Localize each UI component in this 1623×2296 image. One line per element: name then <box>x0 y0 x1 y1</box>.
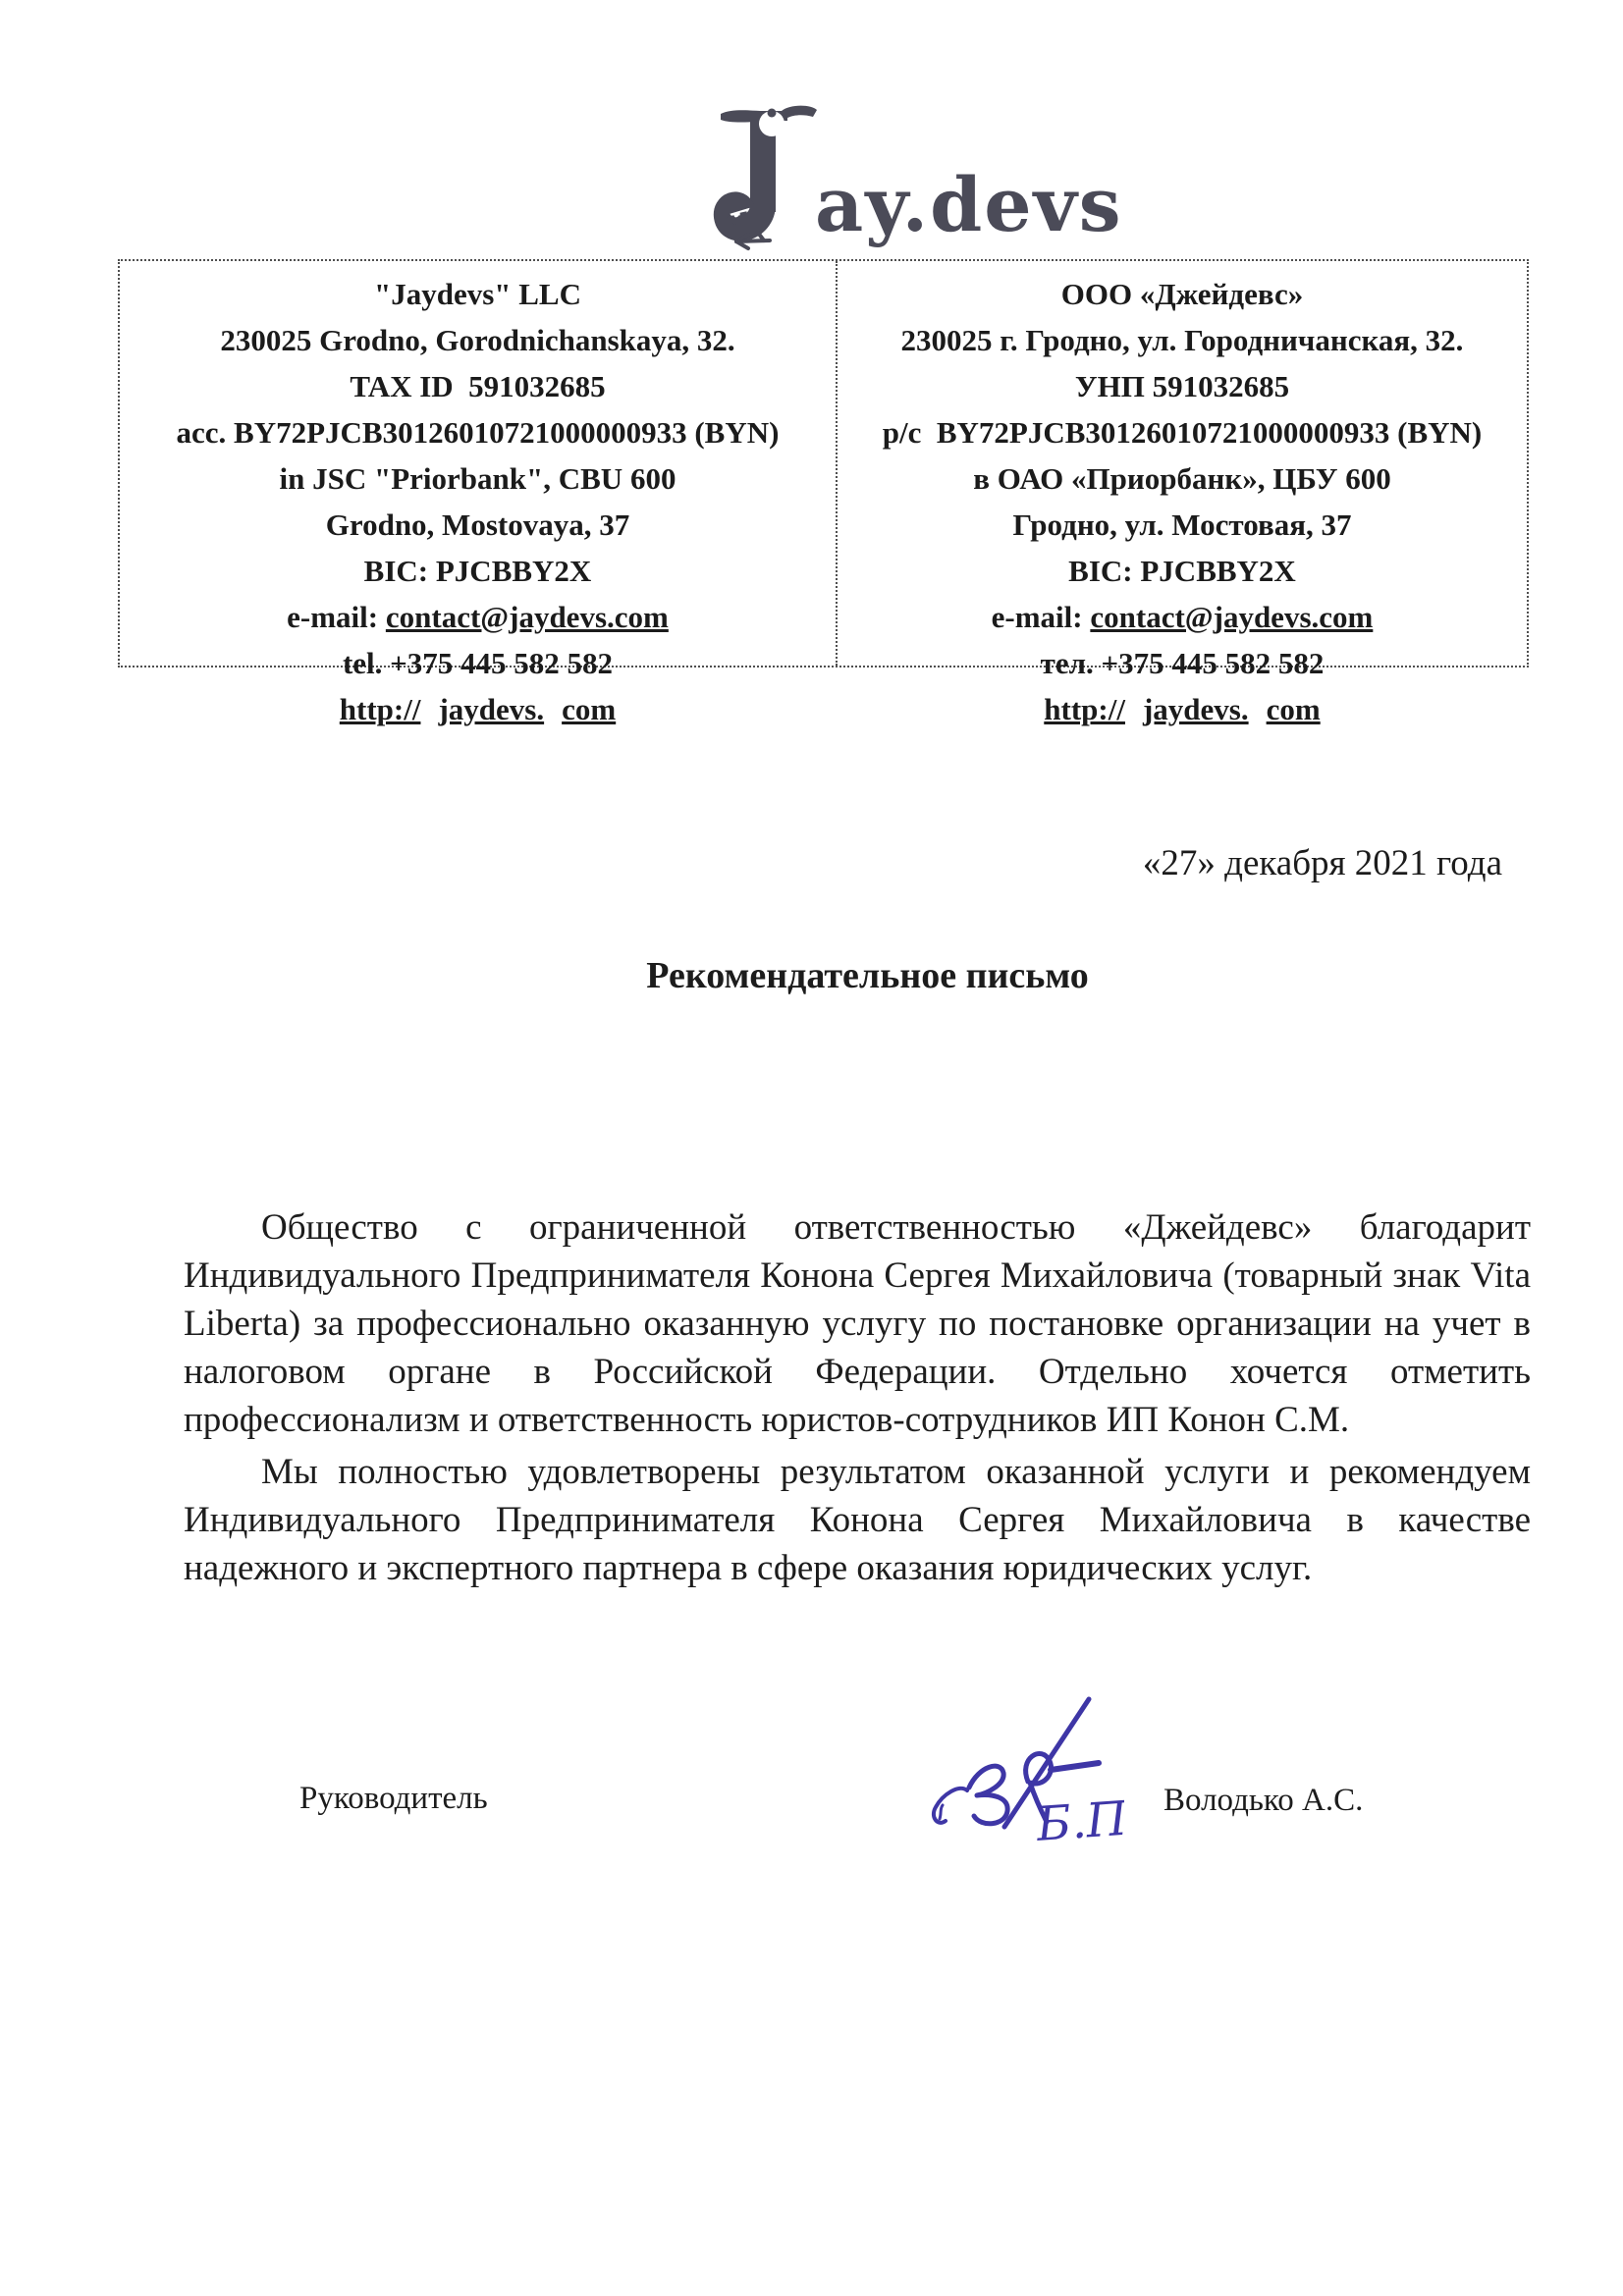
company-address-ru: 230025 г. Гродно, ул. Городничанская, 32. <box>900 323 1464 357</box>
website-link-en-domain[interactable]: jaydevs. <box>438 692 545 726</box>
phone-en: tel. +375 445 582 582 <box>342 646 614 680</box>
bic-en: BIC: PJCBBY2X <box>363 554 592 588</box>
email-link-en[interactable]: contact@jaydevs.com <box>385 600 669 634</box>
body-paragraph-2: Мы полностью удовлетворены результатом оказанной услуги и рекомендуем Индивидуального Предпринимателя Конона Сергея Михайловича в качестве надежного и экспертного партнера в сфере оказания юридических услуг. <box>184 1452 1531 1588</box>
tax-id-en: TAX ID 591032685 <box>350 369 606 403</box>
handwritten-initials: Б.П <box>1034 1790 1124 1852</box>
company-name-ru: ООО «Джейдевс» <box>1060 277 1304 311</box>
website-link-en-protocol[interactable]: http:// <box>339 692 421 726</box>
email-link-ru[interactable]: contact@jaydevs.com <box>1090 600 1374 634</box>
document-date: «27» декабря 2021 года <box>1142 843 1502 883</box>
website-link-ru-tld[interactable]: com <box>1266 692 1321 726</box>
email-label-ru: e-mail: <box>991 600 1091 634</box>
phone-ru: тел. +375 445 582 582 <box>1040 646 1325 680</box>
logo-wordmark: ay.devs <box>815 161 1123 248</box>
bank-account-ru: р/с BY72PJCB30126010721000000933 (BYN) <box>882 415 1483 450</box>
website-line-en <box>120 686 836 732</box>
website-link-en-tld[interactable]: com <box>562 692 617 726</box>
email-line-en <box>120 594 836 640</box>
jaydevs-logo <box>713 102 1123 256</box>
email-label-en: e-mail: <box>287 600 386 634</box>
website-link-ru-domain[interactable]: jaydevs. <box>1142 692 1249 726</box>
bank-account-en: acc. BY72PJCB30126010721000000933 (BYN) <box>176 415 780 450</box>
bank-address-ru: Гродно, ул. Мостовая, 37 <box>1012 507 1352 542</box>
website-link-ru-protocol[interactable]: http:// <box>1044 692 1125 726</box>
website-line-ru <box>838 686 1527 732</box>
tax-id-ru: УНП 591032685 <box>1074 369 1290 403</box>
company-address-en: 230025 Grodno, Gorodnichanskaya, 32. <box>220 323 735 357</box>
handwritten-signature-icon <box>918 1672 1124 1868</box>
letter-body <box>184 1203 1531 1592</box>
jaydevs-bird-logo-icon <box>713 102 823 256</box>
company-info-ru-column <box>836 261 1527 726</box>
bic-ru: BIC: PJCBBY2X <box>1068 554 1296 588</box>
company-info-en-column <box>120 261 836 726</box>
company-name-en: "Jaydevs" LLC <box>374 277 581 311</box>
page-title: Рекомендательное письмо <box>646 955 1089 996</box>
company-info-box <box>118 259 1529 726</box>
bank-name-en: in JSC "Priorbank", CBU 600 <box>279 461 676 496</box>
signer-role-label: Руководитель <box>299 1781 488 1816</box>
bank-address-en: Grodno, Mostovaya, 37 <box>325 507 630 542</box>
bank-name-ru: в ОАО «Приорбанк», ЦБУ 600 <box>973 461 1391 496</box>
signer-name: Володько А.С. <box>1163 1783 1364 1818</box>
body-paragraph-1: Общество с ограниченной ответственностью «Джейдевс» благодарит Индивидуального Предпринимателя Конона Сергея Михайловича (товарный знак Vita Liberta) за профессионально оказанную услугу по постановке организации на учет в налоговом органе в Российской Федерации. Отдельно хочется отметить профессионализм и ответственность юристов-сотрудников ИП Конон С.М. <box>184 1207 1531 1440</box>
email-line-ru <box>838 594 1527 640</box>
